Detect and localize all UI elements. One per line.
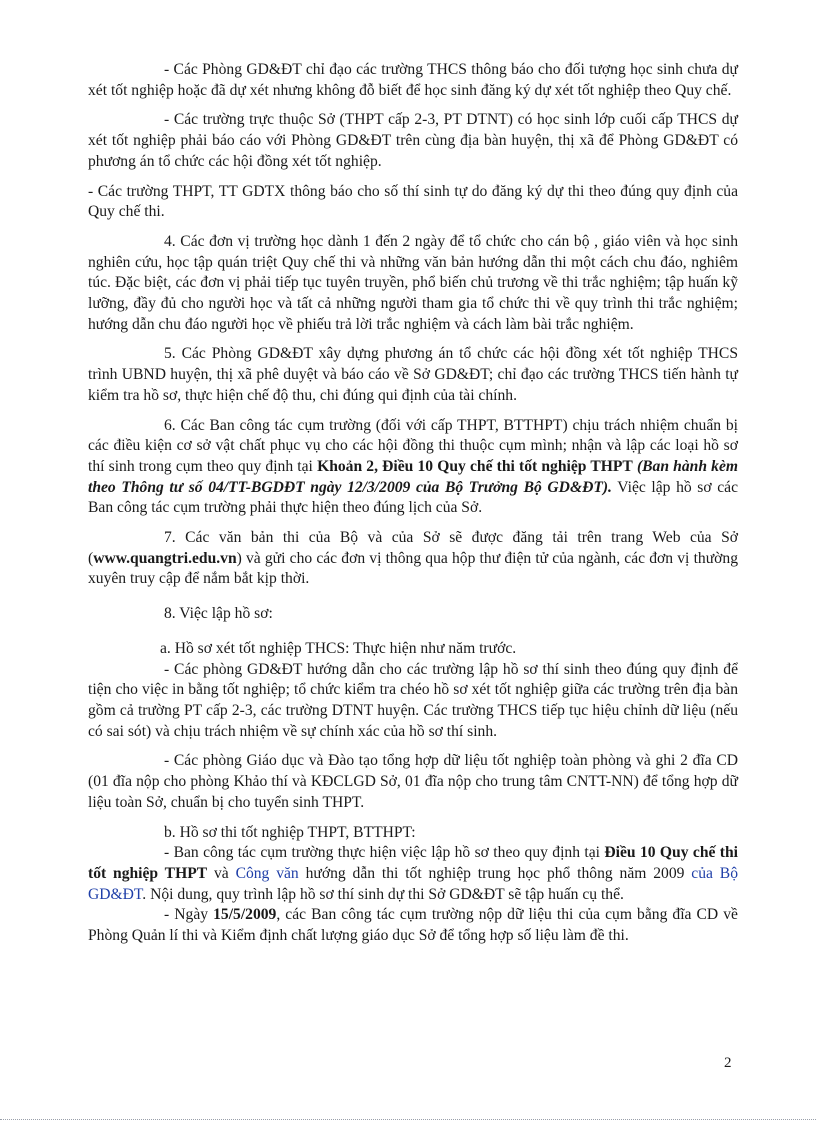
paragraph-8b-heading: b. Hồ sơ thi tốt nghiệp THPT, BTTHPT: bbox=[164, 823, 416, 841]
paragraph-free-candidates: - Các trường THPT, TT GDTX thông báo cho số thí sinh tự do đăng ký dự thi theo đúng quy định của Quy chế thi. bbox=[88, 182, 738, 221]
document-body bbox=[88, 60, 738, 947]
heading-item-8: 8. Việc lập hồ sơ: bbox=[164, 605, 273, 623]
paragraph-item-5: 5. Các Phòng GD&ĐT xây dựng phương án tổ chức các hội đồng xét tốt nghiệp THCS trình UBND huyện, thị xã phê duyệt và báo cáo về Sở GD&ĐT; chỉ đạo các trường THCS tiến hành tự kiểm tra hồ sơ, thực hiện chế độ thu, chi đúng qui định của tài chính. bbox=[88, 345, 738, 404]
bold-italic-reference: (Ban hành kèm theo Thông tư số 04/TT-BGDĐT ngày 12/3/2009 của Bộ Trưởng Bộ GD&ĐT). bbox=[88, 457, 739, 496]
paragraph-8a-data: - Các phòng Giáo dục và Đào tạo tổng hợp dữ liệu tốt nghiệp toàn phòng và ghi 2 đĩa CD (01 đĩa nộp cho phòng Khảo thí và KĐCLGD Sở, 01 đĩa nộp cho trung tâm CNTT-NN) để tổng hợp dữ liệu toàn Sở, chuẩn bị cho tuyển sinh THPT. bbox=[88, 752, 738, 811]
website-url: www.quangtri.edu.vn bbox=[93, 549, 237, 567]
link-cong-van[interactable]: Công văn bbox=[235, 864, 299, 882]
link-bo-gddt[interactable]: của Bộ GD&ĐT bbox=[88, 864, 738, 903]
bold-date: 15/5/2009 bbox=[213, 906, 277, 924]
page-bottom-divider bbox=[0, 1119, 816, 1120]
paragraph-direct-schools: - Các trường trực thuộc Sở (THPT cấp 2-3, PT DTNT) có học sinh lớp cuối cấp THCS dự xét tốt nghiệp phải báo cáo với Phòng GD&ĐT trên cùng địa bàn huyện, thị xã để Phòng GD&ĐT có phương án tổ chức các hội đồng xét tốt nghiệp. bbox=[88, 111, 738, 170]
bold-reference-article-10: Điều 10 Quy chế thi tốt nghiệp THPT bbox=[88, 844, 739, 882]
paragraph-8b-process: - Ban công tác cụm trường thực hiện việc lập hồ sơ theo quy định tại Điều 10 Quy chế thi tốt nghiệp THPT và Công văn hướng dẫn thi tốt nghiệp trung học phổ thông năm 2009 của Bộ GD&ĐT. Nội dung, quy trình lập hồ sơ thí sinh dự thi Sở GD&ĐT sẽ tập huấn cụ thể. bbox=[88, 844, 739, 903]
paragraph-8b-deadline: - Ngày 15/5/2009, các Ban công tác cụm trường nộp dữ liệu thi của cụm bằng đĩa CD về Phòng Quản lí thi và Kiểm định chất lượng giáo dục Sở để tổng hợp số liệu làm đề thi. bbox=[88, 906, 738, 945]
paragraph-item-6: 6. Các Ban công tác cụm trường (đối với cấp THPT, BTTHPT) chịu trách nhiệm chuẩn bị các điều kiện cơ sở vật chất phục vụ cho các hội đồng thi thuộc cụm mình; nhận và lập các loại hồ sơ thí sinh trong cụm theo quy định tại Khoản 2, Điều 10 Quy chế thi tốt nghiệp THPT (Ban hành kèm theo Thông tư số 04/TT-BGDĐT ngày 12/3/2009 của Bộ Trưởng Bộ GD&ĐT). Việc lập hồ sơ các Ban công tác cụm trường phải thực hiện theo đúng lịch của Sở. bbox=[88, 416, 739, 517]
paragraph-8a-heading: a. Hồ sơ xét tốt nghiệp THCS: Thực hiện như năm trước. bbox=[160, 639, 517, 657]
paragraph-item-7: 7. Các văn bản thi của Bộ và của Sở sẽ được đăng tải trên trang Web của Sở (www.quangtri.edu.vn) và gửi cho các đơn vị thông qua hộp thư điện tử của ngành, các đơn vị thường xuyên truy cập để nắm bắt kịp thời. bbox=[88, 529, 738, 588]
paragraph-item-4: 4. Các đơn vị trường học dành 1 đến 2 ngày để tổ chức cho cán bộ , giáo viên và học sinh nghiên cứu, học tập quán triệt Quy chế thi và những văn bản hướng dẫn thi một cách chu đáo, nghiêm túc. Đặc biệt, các đơn vị phải tiếp tục tuyên truyền, phổ biến chủ trương về thi trắc nghiệm; tập huấn kỹ lưỡng, đầy đủ cho người học và tất cả những người tham gia tổ chức thi về quy trình thi trắc nghiệm; hướng dẫn chu đáo người học về phiếu trả lời trắc nghiệm và cách làm bài trắc nghiệm. bbox=[88, 232, 738, 333]
paragraph-8a-guidance: - Các phòng GD&ĐT hướng dẫn cho các trường lập hồ sơ thí sinh theo đúng quy định để tiện cho việc in bằng tốt nghiệp; tổ chức kiểm tra chéo hồ sơ xét tốt nghiệp giữa các trường trên địa bàn gồm cả trường PT cấp 2-3, các trường DTNT huyện. Các trường THCS tiếp tục hiệu chỉnh dữ liệu (nếu có sai sót) và chịu trách nhiệm về sự chính xác của hồ sơ thí sinh. bbox=[88, 660, 738, 740]
bold-reference: Khoản 2, Điều 10 Quy chế thi tốt nghiệp THPT bbox=[317, 457, 633, 475]
paragraph-notify-students: - Các Phòng GD&ĐT chỉ đạo các trường THCS thông báo cho đối tượng học sinh chưa dự xét tốt nghiệp hoặc đã dự xét nhưng không đỗ biết để học sinh đăng ký dự xét tốt nghiệp theo Quy chế. bbox=[88, 61, 738, 99]
page-number: 2 bbox=[724, 1055, 732, 1071]
